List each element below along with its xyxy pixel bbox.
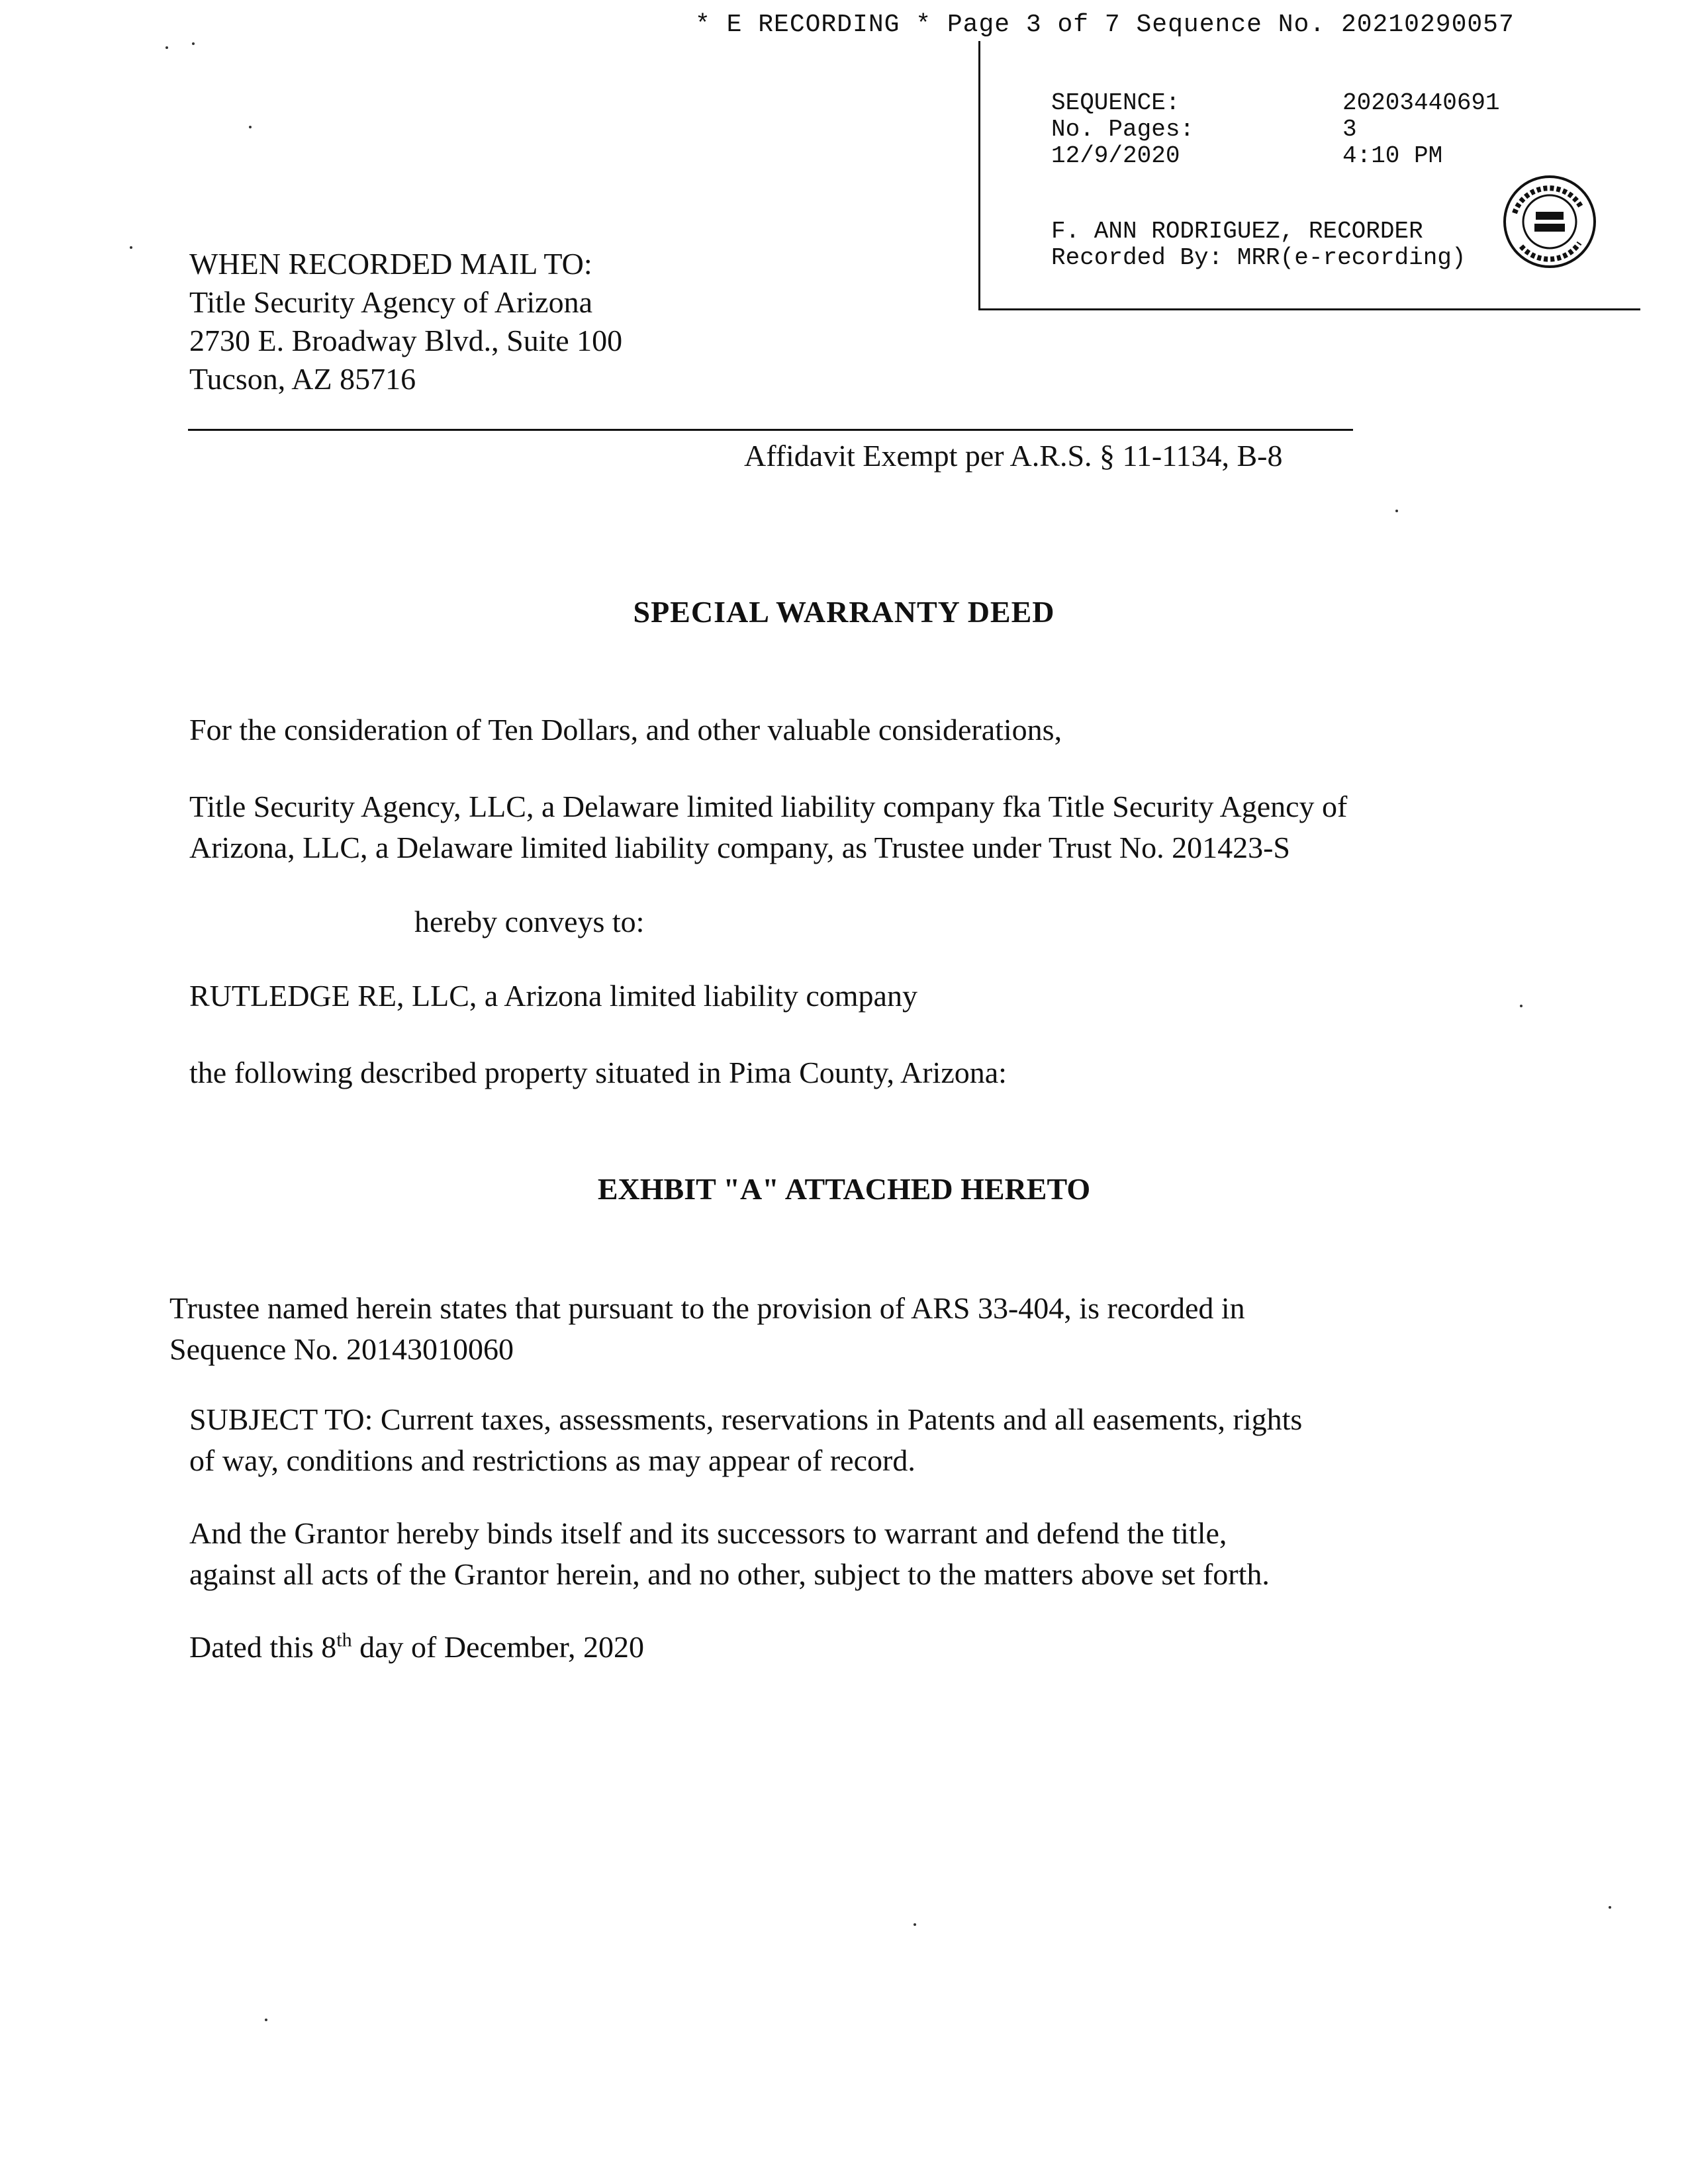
scan-speck [130, 246, 132, 249]
trustee-line: Trustee named herein states that pursuant to the provision of ARS 33-404, is recorded in [169, 1291, 1245, 1325]
affidavit-exemption: Affidavit Exempt per A.R.S. § 11-1134, B-8 [744, 439, 1283, 473]
mail-to-block [189, 245, 622, 398]
subject-to-paragraph [189, 1399, 1302, 1481]
scan-speck [914, 1923, 916, 1926]
document-title: SPECIAL WARRANTY DEED [633, 595, 1055, 629]
scan-speck [1395, 510, 1398, 512]
scan-speck [192, 42, 195, 45]
scan-speck [1609, 1906, 1611, 1909]
dated-prefix: Dated this 8 [189, 1630, 337, 1664]
mail-to-line: 2730 E. Broadway Blvd., Suite 100 [189, 324, 623, 357]
sequence-value: 20203440691 [1342, 89, 1500, 116]
recorder-info-grid [1051, 90, 1554, 169]
pages-label: No. Pages: [1051, 116, 1195, 143]
trustee-paragraph [169, 1288, 1245, 1370]
conveys-line: hereby conveys to: [414, 905, 645, 938]
record-time: 4:10 PM [1342, 142, 1443, 169]
grantor-paragraph [189, 786, 1347, 868]
pages-value: 3 [1342, 116, 1357, 143]
mail-to-heading: WHEN RECORDED MAIL TO: [189, 247, 592, 281]
dated-line [189, 1627, 644, 1668]
grantee-line: RUTLEDGE RE, LLC, a Arizona limited liability company [189, 979, 917, 1013]
scan-speck [1520, 1005, 1523, 1007]
record-date: 12/9/2020 [1051, 142, 1180, 169]
e-recording-banner: * E RECORDING * Page 3 of 7 Sequence No. 20210290057 [695, 11, 1515, 39]
recorder-box-left-border [978, 41, 980, 310]
subject-to-line: of way, conditions and restrictions as may appear of record. [189, 1443, 915, 1477]
warranty-line: And the Grantor hereby binds itself and its successors to warrant and defend the title, [189, 1516, 1227, 1550]
trustee-line: Sequence No. 20143010060 [169, 1332, 514, 1366]
dated-suffix: day of December, 2020 [352, 1630, 645, 1664]
grantor-line: Arizona, LLC, a Delaware limited liability company, as Trustee under Trust No. 201423-S [189, 831, 1291, 864]
exhibit-heading: EXHBIT "A" ATTACHED HERETO [597, 1172, 1091, 1206]
header-divider [188, 429, 1353, 431]
property-line: the following described property situated in Pima County, Arizona: [189, 1056, 1007, 1089]
mail-to-line: Tucson, AZ 85716 [189, 362, 416, 396]
dated-ordinal: th [336, 1629, 352, 1651]
sequence-label: SEQUENCE: [1051, 89, 1180, 116]
county-recorder-seal-icon [1501, 173, 1598, 270]
scan-speck [249, 126, 252, 128]
mail-to-line: Title Security Agency of Arizona [189, 285, 592, 319]
recorded-by: Recorded By: MRR(e-recording) [1051, 244, 1466, 271]
warranty-paragraph [189, 1513, 1270, 1595]
scan-speck [265, 2019, 267, 2021]
recorder-box-bottom-border [978, 308, 1640, 310]
warranty-line: against all acts of the Grantor herein, and no other, subject to the matters above set forth. [189, 1557, 1270, 1591]
grantor-line: Title Security Agency, LLC, a Delaware limited liability company fka Title Security Agency of [189, 790, 1348, 823]
subject-to-line: SUBJECT TO: Current taxes, assessments, reservations in Patents and all easements, rights [189, 1402, 1303, 1436]
consideration-paragraph: For the consideration of Ten Dollars, and other valuable considerations, [189, 713, 1062, 747]
recorder-name: F. ANN RODRIGUEZ, RECORDER [1051, 218, 1423, 245]
scan-speck [165, 46, 168, 49]
